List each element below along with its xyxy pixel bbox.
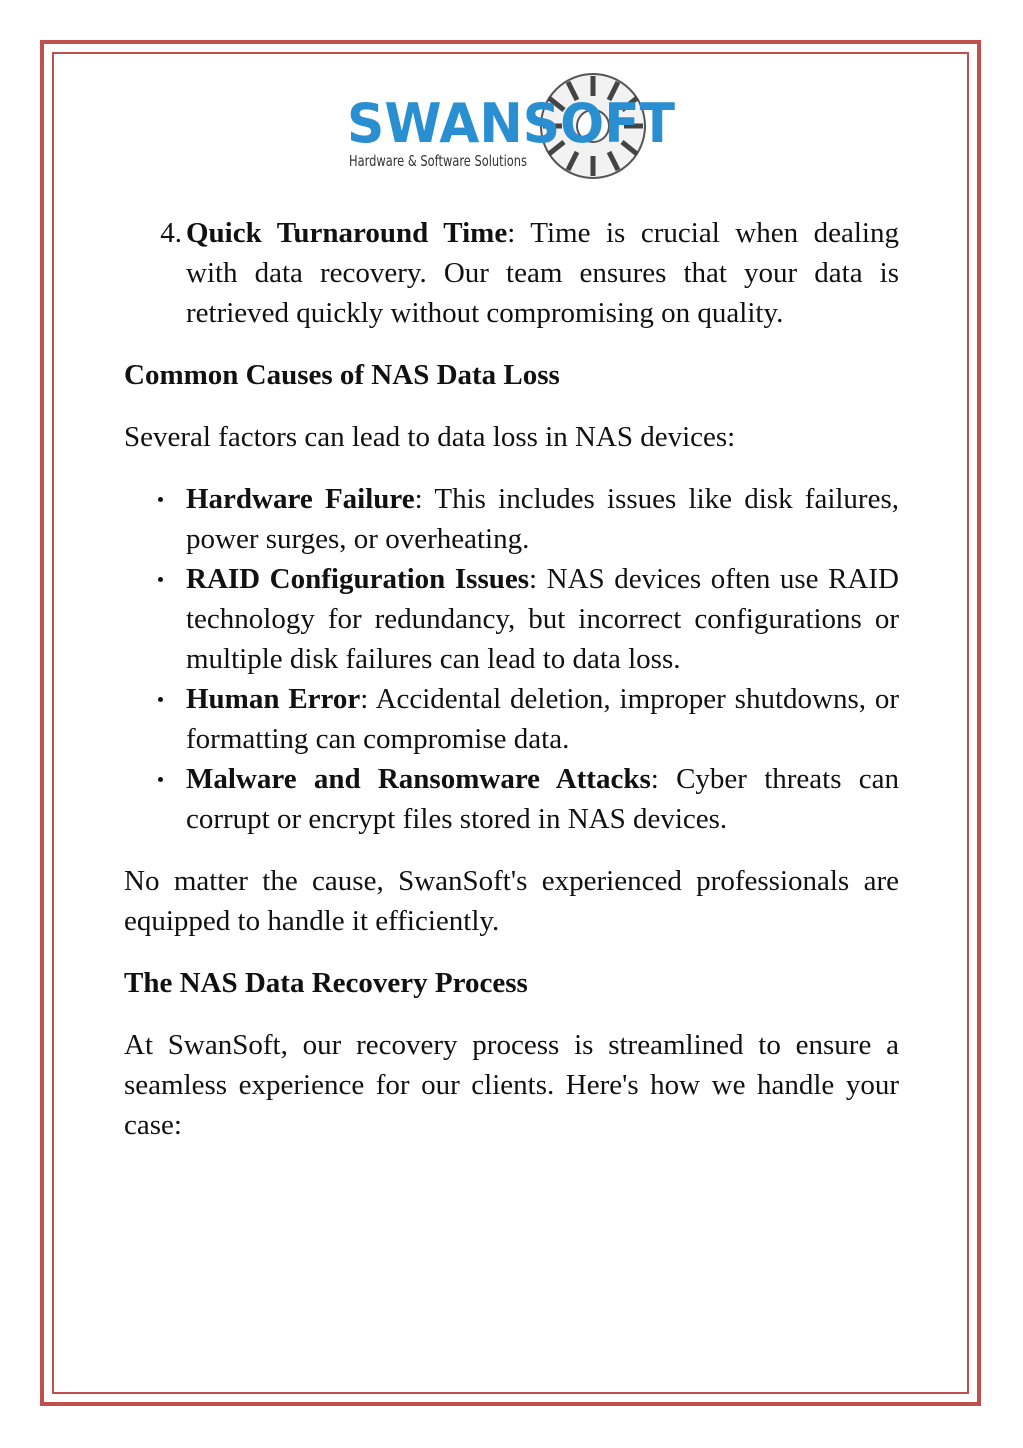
numbered-item-term: Quick Turnaround Time — [186, 217, 508, 249]
swansoft-logo — [343, 70, 683, 182]
logo-tagline-text: Hardware & Software Solutions — [349, 152, 528, 170]
bullet-icon — [158, 577, 163, 582]
numbered-list — [124, 213, 899, 333]
logo-brand-text: SWANSOFT — [347, 92, 676, 155]
section-heading-process: The NAS Data Recovery Process — [124, 967, 528, 999]
process-intro: At SwanSoft, our recovery process is streamlined to ensure a seamless experience for our clients. Here's how we handle your case: — [124, 1029, 899, 1141]
list-item-text: : Cyber threats can corrupt or encrypt files stored in NAS devices. — [186, 763, 899, 835]
list-item-text: : NAS devices often use RAID technology for redundancy, but incorrect configurations or multiple disk failures can lead to data loss. — [186, 563, 899, 675]
causes-closing: No matter the cause, SwanSoft's experienced professionals are equipped to handle it efficiently. — [124, 865, 899, 937]
list-item — [124, 679, 899, 759]
list-item-term: RAID Configuration Issues — [186, 563, 530, 595]
numbered-item — [124, 213, 899, 333]
bullet-icon — [158, 697, 163, 702]
list-item-text: : This includes issues like disk failures, power surges, or overheating. — [186, 483, 899, 555]
bullet-icon — [158, 777, 163, 782]
section-heading-causes: Common Causes of NAS Data Loss — [124, 359, 560, 391]
list-item-term: Malware and Ransomware Attacks — [186, 763, 651, 795]
list-item — [124, 479, 899, 559]
list-number: 4. — [160, 217, 182, 249]
list-item-term: Human Error — [186, 683, 361, 715]
list-item-term: Hardware Failure — [186, 483, 415, 515]
document-body — [124, 213, 899, 1145]
bullet-icon — [158, 497, 163, 502]
list-item — [124, 559, 899, 679]
causes-intro: Several factors can lead to data loss in NAS devices: — [124, 421, 736, 453]
list-item-text: : Accidental deletion, improper shutdowns, or formatting can compromise data. — [186, 683, 899, 755]
causes-list — [124, 479, 899, 839]
numbered-item-text: : Time is crucial when dealing with data recovery. Our team ensures that your data is retrieved quickly without compromising on quality. — [186, 217, 899, 329]
list-item — [124, 759, 899, 839]
